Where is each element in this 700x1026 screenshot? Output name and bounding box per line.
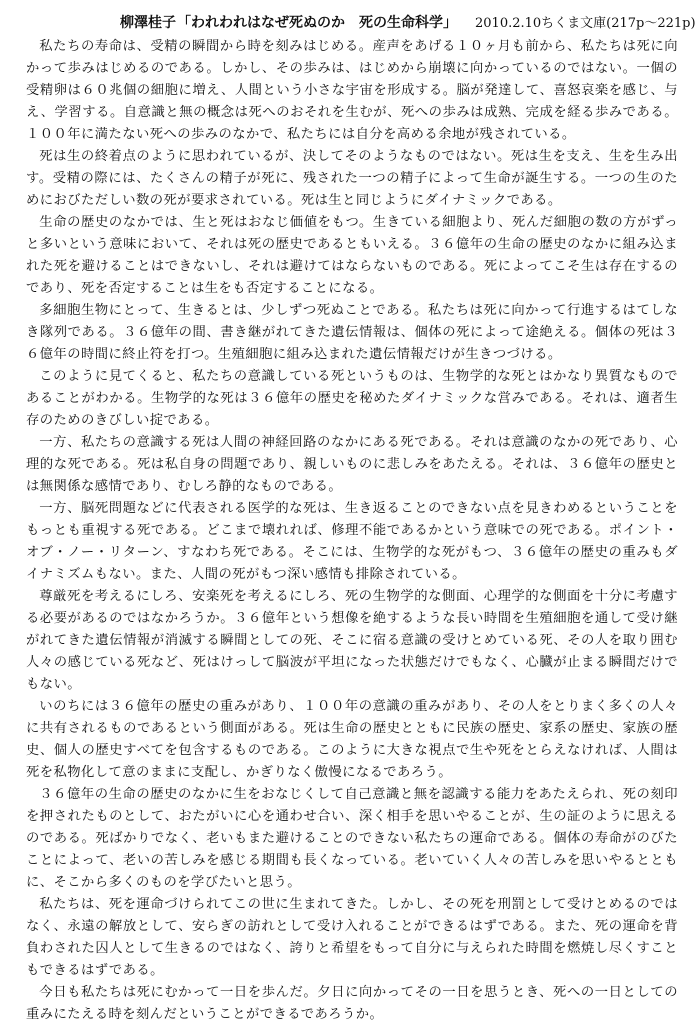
paragraph: 今日も私たちは死にむかって一日を歩んだ。夕日に向かってその一日を思うとき、死への一日としての重みにたえる時を刻んだということができるであろうか。 — [26, 985, 678, 1022]
document-body — [26, 36, 678, 1026]
paragraph: いのちには３６億年の歴史の重みがあり、１００年の意識の重みがあり、その人をとりまく多くの人々に共有されるものであるという側面がある。死は生命の歴史とともに民族の歴史、家系の歴史、家族の歴史、個人の歴史すべてを包含するものである。このように大きな視点で生や死をとらえなければ、人間は死を私物化して意のままに支配し、かぎりなく傲慢になるであろう。 — [26, 699, 678, 780]
paragraph: 生命の歴史のなかでは、生と死はおなじ価値をもつ。生きている細胞より、死んだ細胞の数の方がずっと多いという意味において、それは死の歴史であるともいえる。３６億年の生命の歴史のなかに組み込まれた死を避けることはできないし、それは避けてはならないものである。死によってこそ生は存在するのであり、死を否定することは生をも否定することになる。 — [26, 215, 678, 296]
paragraph: このように見てくると、私たちの意識している死というものは、生物学的な死とはかなり異質なものであることがわかる。生物学的な死は３６億年の歴史を秘めたダイナミックな営みである。それは、適者生存のためのきびしい掟である。 — [26, 369, 678, 428]
paragraph: ３６億年の生命の歴史のなかに生をおなじくして自己意識と無を認識する能力をあたえられ、死の刻印を押されたものとして、おたがいに心を通わせ合い、深く相手を思いやることが、生の証のように思えるのである。死ばかりでなく、老いもまた避けることのできない私たちの運命である。個体の寿命がのびたことによって、老いの苦しみを感じる期間も長くなっている。老いていく人々の苦しみを思いやるとともに、そこから多くのものを学びたいと思う。 — [26, 787, 678, 890]
paragraph: 一方、私たちの意識する死は人間の神経回路のなかにある死である。それは意識のなかの死であり、心理的な死である。死は私自身の問題であり、親しいものに悲しみをあたえる。それは、３６億年の歴史とは無関係な感情であり、むしろ静的なものである。 — [26, 435, 678, 494]
paragraph: 尊厳死を考えるにしろ、安楽死を考えるにしろ、死の生物学的な側面、心理学的な側面を十分に考慮する必要があるのではなかろうか。３６億年という想像を絶するような長い時間を生殖細胞を通して受け継がれてきた遺伝情報が消滅する瞬間としての死、そこに宿る意識の受けとめている死、その人を取り囲む人々の感じている死など、死はけっして脳波が平坦になった状態だけでもなく、心臓が止まる瞬間だけでもない。 — [26, 589, 678, 692]
source-citation: 2010.2.10ちくま文庫(217p～221p) — [475, 16, 696, 31]
paragraph: 死は生の終着点のように思われているが、決してそのようなものではない。死は生を支え、生を生み出す。受精の際には、たくさんの精子が死に、残された一つの精子によって生命が誕生する。一つの生のためにおびただしい数の死が要求されている。死は生と同じようにダイナミックである。 — [26, 149, 678, 208]
paragraph: 一方、脳死問題などに代表される医学的な死は、生き返ることのできない点を見きわめるということをもっとも重視する死である。どこまで壊れれば、修理不能であるかという意味での死である。ポイント・オブ・ノー・リターン、すなわち死である。そこには、生物学的な死がもつ、３６億年の歴史の重みもダイナミズムもない。また、人間の死がもつ深い感情も排除されている。 — [26, 501, 678, 582]
paragraph: 私たちは、死を運命づけられてこの世に生まれてきた。しかし、その死を刑罰として受けとめるのではなく、永遠の解放として、安らぎの訪れとして受け入れることができるはずである。また、死の運命を背負わされた囚人として生きるのではなく、誇りと希望をもって自分に与えられた時間を燃焼し尽くすこともできるはずである。 — [26, 897, 678, 978]
book-title: 「われわれはなぜ死ぬのか 死の生命科学」 — [177, 15, 457, 31]
paragraph: 私たちの寿命は、受精の瞬間から時を刻みはじめる。産声をあげる１０ヶ月も前から、私たちは死に向かって歩みはじめるのである。しかし、その歩みは、はじめから崩壊に向かっているのではない。一個の受精卵は６０兆個の細胞に増え、人間という小さな宇宙を形成する。脳が発達して、喜怒哀楽を感じ、与え、学習する。自意識と無の概念は死へのおそれを生むが、死への歩みは成熟、完成を経る歩みである。１００年に満たない死への歩みのなかで、私たちには自分を高める余地が残されている。 — [26, 39, 678, 142]
author-name: 柳澤桂子 — [120, 15, 176, 31]
paragraph: 多細胞生物にとって、生きるとは、少しずつ死ぬことである。私たちは死に向かって行進するはてしなき隊列である。３６億年の間、書き継がれてきた遺伝情報は、個体の死によって途絶える。個体の死は３６億年の時間に終止符を打つ。生殖細胞に組み込まれた遺伝情報だけが生きつづける。 — [26, 303, 678, 362]
document-header — [120, 12, 696, 32]
